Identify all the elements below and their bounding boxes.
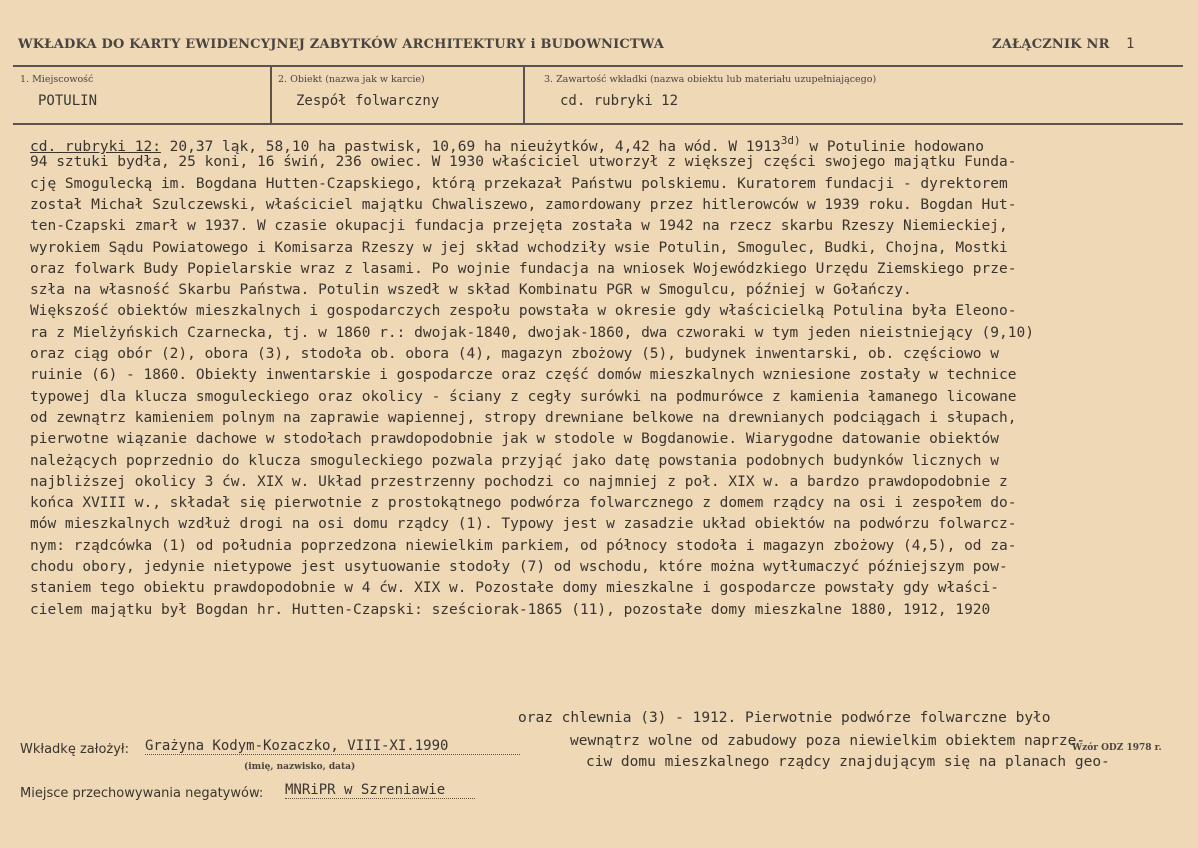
body-line-6: wyrokiem Sądu Powiatowego i Komisarza Rzeszy w jej skład wchodziły wsie Potulin, Smogulec, Budki, Chojna, Mostki: [30, 239, 1008, 256]
body-line-16: należących poprzednio do klucza smoguleckiego pozwala przyjąć jako datę powstania podobnych budynków licznych w: [30, 452, 1000, 469]
body-line-21: chodu obory, jedynie nietypowe jest usytuowanie stodoły (7) od wschodu, które można wytłumaczyć późniejszym pow-: [30, 559, 1008, 575]
negatives-value: MNRiPR w Szreniawie: [285, 782, 475, 799]
form-code: Wzór ODZ 1978 r.: [1072, 743, 1162, 753]
body-line-22: staniem tego obiektu prawdopodobnie w 4 ćw. XIX w. Pozostałe domy mieszkalne i gospodarcze powstały gdy właści-: [30, 580, 1000, 597]
body-line-14: od zewnątrz kamieniem polnym na zaprawie wapiennej, stropy drewniane belkowe na drewnianych podciągach i słupach,: [30, 409, 1017, 426]
form-title: WKŁADKA DO KARTY EWIDENCYJNEJ ZABYTKÓW ARCHITEKTURY i BUDOWNICTWA: [18, 37, 665, 52]
body-line-15: pierwotne wiązanie dachowe w stodołach prawdopodobnie jak w stodole w Bogdanowie. Wiarygodne datowanie obiektów: [30, 431, 1000, 448]
annex-label: ZAŁĄCZNIK NR: [992, 37, 1110, 52]
annex-number: 1: [1126, 36, 1135, 52]
body-line-19: mów mieszkalnych wzdłuż drogi na osi domu rządcy (1). Typowy jest w zasadzie układ obiektów na podwórzu folwarcz-: [30, 516, 1017, 533]
header-divider: [13, 65, 1183, 67]
body-line-9: Większość obiektów mieszkalnych i gospodarczych zespołu powstała w okresie gdy właścicielką Potulina była Eleono-: [30, 303, 1017, 320]
body-line-10: ra z Mielżyńskich Czarnecka, tj. w 1860 r.: dwojak-1840, dwojak-1860, dwa czworaki w tym jeden nieistniejący (9,10): [30, 324, 1034, 341]
body-line-5: ten-Czapski zmarł w 1937. W czasie okupacji fundacja przejęta została w 1942 na rzecz skarbu Rzeszy Niemieckiej,: [30, 218, 1008, 235]
footnote-ref: 3d): [780, 134, 801, 147]
tail-line-2: wewnątrz wolne od zabudowy poza niewielkim obiektem naprze-: [570, 733, 1086, 749]
locality-value: POTULIN: [38, 93, 98, 109]
body-line-18: końca XVIII w., składał się pierwotnie z prostokątnego podwórza folwarcznego z domem rządcy na osi i zespołem do-: [30, 495, 1017, 512]
body-line-17: najbliższej okolicy 3 ćw. XIX w. Układ przestrzenny pochodzi co najmniej z poł. XIX w. a bardzo prawdopodobnie z: [30, 473, 1008, 490]
content-label: 3. Zawartość wkładki (nazwa obiektu lub materiału uzupełniającego): [544, 74, 877, 85]
body-line-8: szła na własność Skarbu Państwa. Potulin wszedł w skład Kombinatu PGR w Smogulcu, później w Gołańczy.: [30, 282, 912, 299]
field-separator-2: [523, 66, 525, 124]
field-separator-1: [270, 66, 272, 124]
body-line-4: został Michał Szulczewski, właściciel majątku Chwaliszewo, zamordowany przez hitlerowców w 1939 roku. Bogdan Hut-: [30, 196, 1017, 213]
content-value: cd. rubryki 12: [560, 93, 679, 109]
body-line-20: nym: rządcówka (1) od południa poprzedzona niewielkim parkiem, od północy stodoła i magazyn zbożowy (4,5), od za-: [30, 537, 1017, 554]
object-label: 2. Obiekt (nazwa jak w karcie): [278, 74, 425, 85]
author-caption: (imię, nazwisko, data): [244, 762, 356, 772]
body-line-13: typowej dla klucza smoguleckiego oraz okolicy - ściany z cegły surówki na podmurówce z kamienia łamanego licowane: [30, 388, 1017, 405]
body-line-23: cielem majątku był Bogdan hr. Hutten-Czapski: sześciorak-1865 (11), pozostałe domy mieszkalne 1880, 1912, 1920: [30, 601, 991, 618]
negatives-label: Miejsce przechowywania negatywów:: [20, 786, 264, 801]
locality-label: 1. Miejscowość: [20, 74, 94, 85]
object-value: Zespół folwarczny: [296, 93, 440, 109]
line1-text: 20,37 ląk, 58,10 ha pastwisk, 10,69 ha nieużytków, 4,42 ha wód. W 1913: [160, 139, 781, 155]
body-line-1: [30, 130, 984, 155]
body-line-11: oraz ciąg obór (2), obora (3), stodoła ob. obora (4), magazyn zbożowy (5), budynek inwentarski, ob. częściowo w: [30, 346, 1000, 362]
tail-line-1: oraz chlewnia (3) - 1912. Pierwotnie podwórze folwarczne było: [518, 710, 1051, 726]
body-line-7: oraz folwark Budy Popielarskie wraz z lasami. Po wojnie fundacja na wniosek Wojewódzkiego Urzędu Ziemskiego prze-: [30, 260, 1017, 277]
line1-rest: w Potulinie hodowano: [800, 139, 984, 155]
body-line-3: cję Smogulecką im. Bogdana Hutten-Czapskiego, którą przekazał Państwu polskiemu. Kuratorem fundacji - dyrektorem: [30, 175, 1008, 192]
author-label: Wkładkę założył:: [20, 742, 129, 757]
continuation-ref: cd. rubryki 12:: [30, 139, 161, 155]
body-line-2: 94 sztuki bydła, 25 koni, 16 świń, 236 owiec. W 1930 właściciel utworzył z większej części swojego majątku Funda-: [30, 154, 1017, 171]
author-value: Grażyna Kodym-Kozaczko, VIII-XI.1990: [145, 738, 520, 755]
tail-line-3: ciw domu mieszkalnego rządcy znajdującym się na planach geo-: [586, 754, 1110, 770]
fields-divider: [13, 123, 1183, 125]
body-line-12: ruinie (6) - 1860. Obiekty inwentarskie i gospodarcze oraz część domów mieszkalnych wzniesione zostały w technice: [30, 367, 1017, 384]
